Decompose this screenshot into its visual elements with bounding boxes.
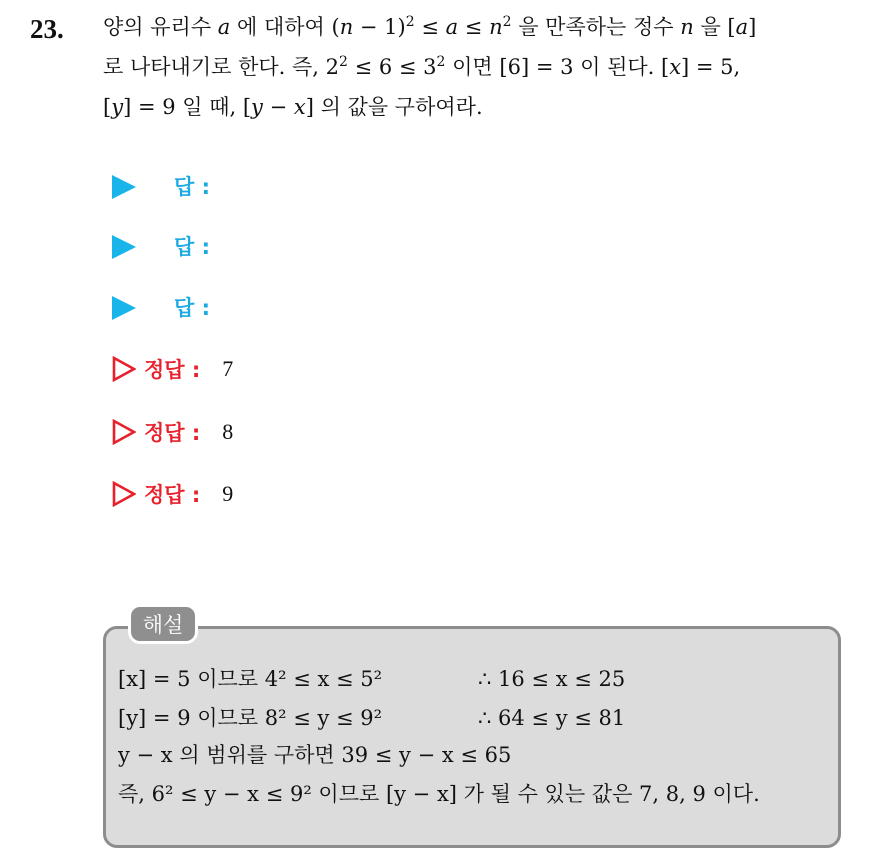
correct-answer-value: 7 — [222, 356, 234, 381]
correct-answer-value: 9 — [222, 481, 234, 506]
correct-answer-label: 정답 : — [144, 358, 201, 382]
explanation-line — [118, 664, 626, 694]
explanation-line — [118, 740, 511, 770]
explanation-line — [118, 703, 626, 733]
explanation-box — [103, 626, 841, 848]
explanation-left: 즉, 6² ≤ y − x ≤ 9² 이므로 [y − x] 가 될 수 있는 값은 7, 8, 9 이다. — [118, 782, 760, 806]
correct-answer-row — [112, 354, 233, 384]
question-line-1: 양의 유리수 a 에 대하여 $(n - 1)^2 \le a \le n^2$ 을 만족하는 정수 n 을 [a] — [103, 14, 757, 39]
answer-label: 답 : — [174, 175, 210, 199]
answer-blank-row[interactable] — [112, 232, 210, 262]
correct-answer-row — [112, 417, 233, 447]
blue-play-icon — [112, 296, 136, 320]
red-outline-triangle-icon — [112, 481, 136, 507]
question-line-2: 로 나타내기로 한다. 즉, $2^2 \le 6 \le 3^2$ 이면 [6] = 3 이 된다. [x] = 5, — [103, 54, 741, 79]
blue-play-icon — [112, 235, 136, 259]
explanation-right: ∴ 64 ≤ y ≤ 81 — [478, 706, 626, 730]
explanation-right: ∴ 16 ≤ x ≤ 25 — [478, 667, 626, 691]
correct-answer-label: 정답 : — [144, 421, 201, 445]
red-outline-triangle-icon — [112, 419, 136, 445]
question-line-3: [y] = 9 일 때, [y − x] 의 값을 구하여라. — [103, 95, 483, 119]
explanation-left: y − x 의 범위를 구하면 39 ≤ y − x ≤ 65 — [118, 743, 512, 767]
explanation-line — [118, 779, 760, 809]
correct-answer-row — [112, 479, 233, 509]
answer-label: 답 : — [174, 235, 210, 259]
correct-answer-label: 정답 : — [144, 483, 201, 507]
red-outline-triangle-icon — [112, 356, 136, 382]
answer-blank-row[interactable] — [112, 172, 210, 202]
question-number: 23. — [30, 14, 64, 44]
blue-play-icon — [112, 175, 136, 199]
answer-blank-row[interactable] — [112, 293, 210, 323]
correct-answer-value: 8 — [222, 419, 234, 444]
explanation-tab: 해설 — [128, 604, 198, 644]
explanation-left: [x] = 5 이므로 4² ≤ x ≤ 5² — [118, 667, 383, 691]
answer-label: 답 : — [174, 296, 210, 320]
explanation-left: [y] = 9 이므로 8² ≤ y ≤ 9² — [118, 706, 383, 730]
